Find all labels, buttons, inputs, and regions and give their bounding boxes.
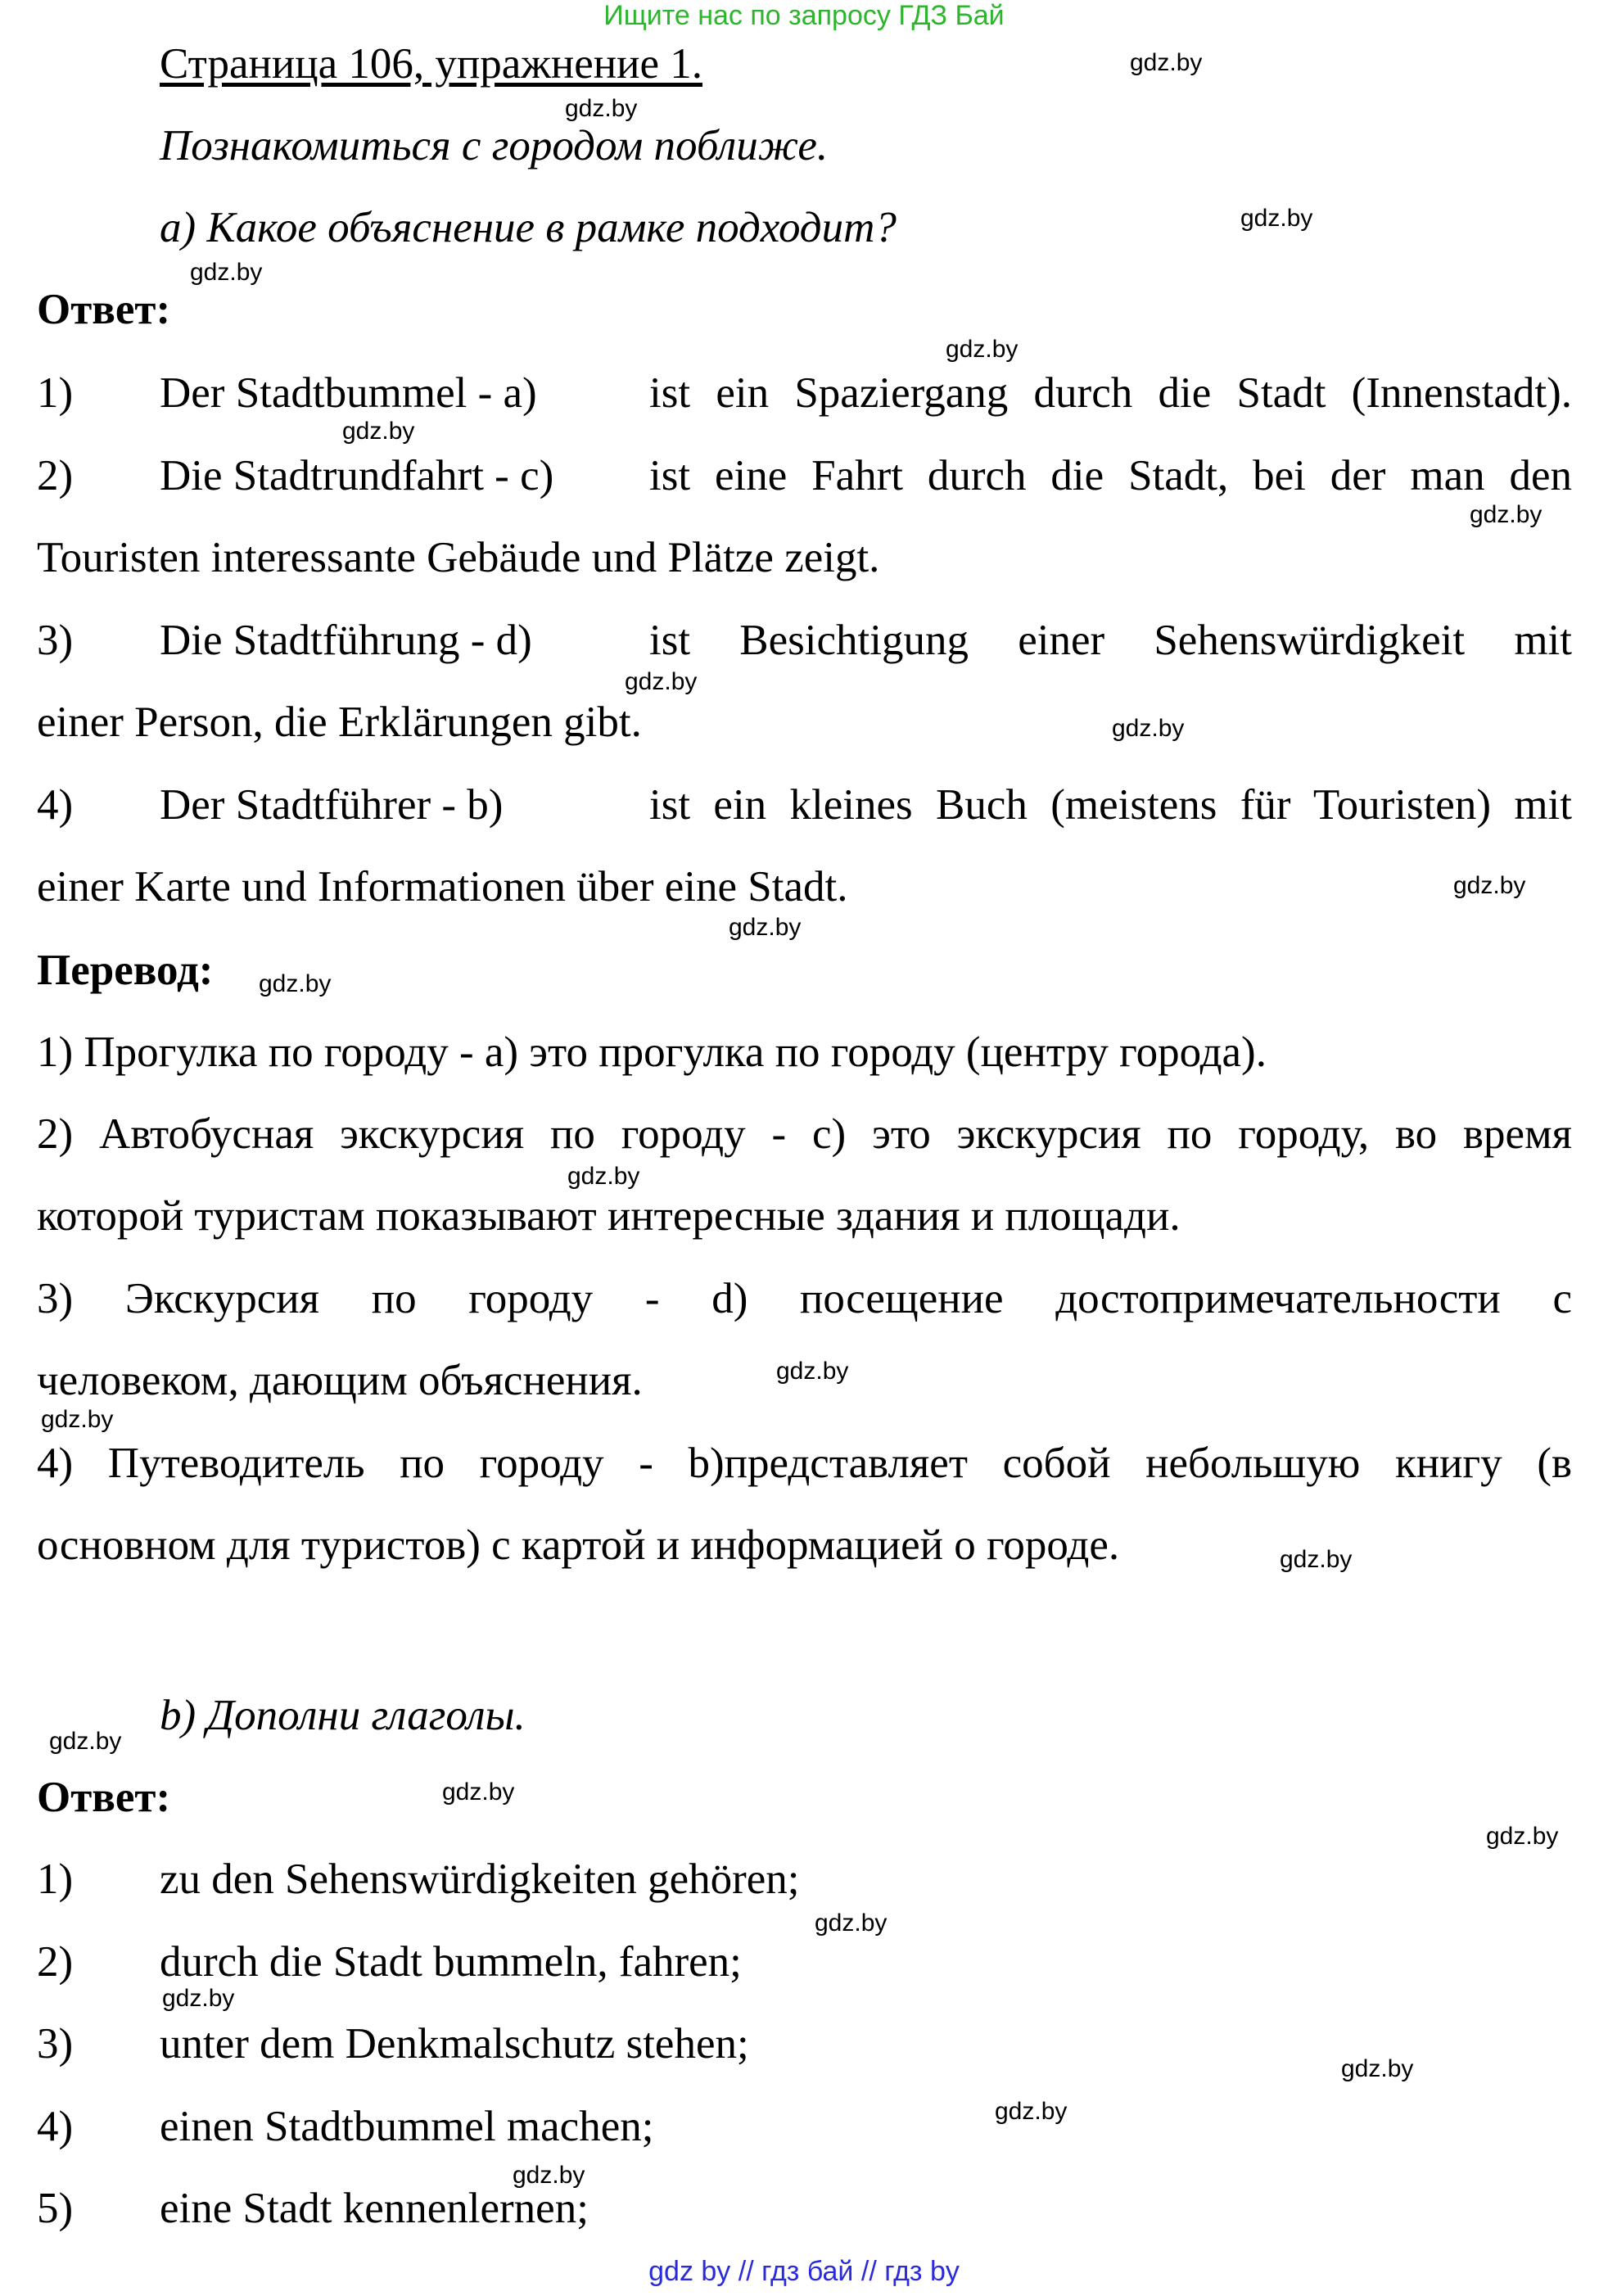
task-b-title: b) Дополни глаголы. xyxy=(160,1692,526,1739)
exercise-subtitle: Познакомиться с городом поближе. xyxy=(160,122,829,169)
answer-label-a: Ответ: xyxy=(37,286,171,333)
watermark: gdz.by xyxy=(1486,1823,1559,1850)
watermark: gdz.by xyxy=(162,1985,235,2012)
watermark: gdz.by xyxy=(190,259,263,286)
answer-b-1-number: 1) xyxy=(37,1855,74,1903)
watermark: gdz.by xyxy=(513,2162,585,2189)
watermark: gdz.by xyxy=(776,1358,849,1385)
footer-links: gdz by // гдз бай // гдз by xyxy=(648,2256,960,2287)
search-banner: Ищите нас по запросу ГДЗ Бай xyxy=(603,0,1005,31)
answer-a-3-continuation: einer Person, die Erklärungen gibt. xyxy=(37,698,642,746)
watermark: gdz.by xyxy=(729,914,802,941)
answer-b-5-text: eine Stadt kennenlernen; xyxy=(160,2185,589,2232)
translation-3-line2: человеком, дающим объяснения. xyxy=(37,1357,643,1404)
translation-4-line1: 4) Путеводитель по городу - b)представляет собой небольшую книгу (в xyxy=(37,1440,1572,1487)
answer-b-3-number: 3) xyxy=(37,2020,74,2068)
answer-b-4-number: 4) xyxy=(37,2103,74,2150)
watermark: gdz.by xyxy=(41,1406,114,1433)
translation-2-line1: 2) Автобусная экскурсия по городу - с) это экскурсия по городу, во время xyxy=(37,1110,1572,1158)
answer-b-5-number: 5) xyxy=(37,2185,74,2232)
answer-a-4-number: 4) xyxy=(37,781,74,829)
watermark: gdz.by xyxy=(1341,2055,1414,2082)
watermark: gdz.by xyxy=(1453,872,1526,899)
page-title: Страница 106, упражнение 1. xyxy=(160,40,702,88)
answer-b-2-number: 2) xyxy=(37,1938,74,1986)
watermark: gdz.by xyxy=(49,1728,122,1755)
watermark: gdz.by xyxy=(567,1163,640,1190)
watermark: gdz.by xyxy=(1112,715,1185,742)
translation-label: Перевод: xyxy=(37,947,214,994)
watermark: gdz.by xyxy=(1280,1546,1353,1573)
watermark: gdz.by xyxy=(1240,205,1313,232)
answer-b-3-text: unter dem Denkmalschutz stehen; xyxy=(160,2020,749,2068)
answer-b-2-text: durch die Stadt bummeln, fahren; xyxy=(160,1938,742,1986)
answer-a-3-definition: ist Besichtigung einer Sehenswürdigkeit mit xyxy=(649,617,1572,664)
answer-b-4-text: einen Stadtbummel machen; xyxy=(160,2103,654,2150)
answer-b-1-text: zu den Sehenswürdigkeiten gehören; xyxy=(160,1855,800,1903)
watermark: gdz.by xyxy=(815,1910,888,1937)
watermark: gdz.by xyxy=(342,418,415,445)
watermark: gdz.by xyxy=(1130,49,1203,76)
watermark: gdz.by xyxy=(259,970,332,997)
answer-a-4-term: Der Stadtführer - b) xyxy=(160,781,504,829)
watermark: gdz.by xyxy=(995,2098,1068,2125)
watermark: gdz.by xyxy=(565,95,638,122)
answer-a-1-number: 1) xyxy=(37,369,74,417)
answer-a-2-continuation: Touristen interessante Gebäude und Plätze zeigt. xyxy=(37,534,880,581)
answer-a-2-definition: ist eine Fahrt durch die Stadt, bei der man den xyxy=(649,452,1572,499)
watermark: gdz.by xyxy=(946,336,1019,363)
task-a-title: а) Какое объяснение в рамке подходит? xyxy=(160,204,897,251)
translation-1: 1) Прогулка по городу - a) это прогулка по городу (центру города). xyxy=(37,1028,1267,1076)
answer-label-b: Ответ: xyxy=(37,1774,171,1821)
answer-a-1-definition: ist ein Spaziergang durch die Stadt (Innenstadt). xyxy=(649,369,1572,417)
translation-2-line2: которой туристам показывают интересные здания и площади. xyxy=(37,1192,1181,1240)
answer-a-1-term: Der Stadtbummel - a) xyxy=(160,369,537,417)
answer-a-4-continuation: einer Karte und Informationen über eine Stadt. xyxy=(37,863,848,911)
translation-3-line1: 3) Экскурсия по городу - d) посещение достопримечательности с xyxy=(37,1275,1572,1322)
answer-a-4-definition: ist ein kleines Buch (meistens für Touristen) mit xyxy=(649,781,1572,829)
answer-a-2-number: 2) xyxy=(37,452,74,499)
translation-4-line2: основном для туристов) с картой и информацией о городе. xyxy=(37,1521,1120,1569)
watermark: gdz.by xyxy=(442,1778,515,1806)
watermark: gdz.by xyxy=(1470,501,1543,528)
answer-a-2-term: Die Stadtrundfahrt - c) xyxy=(160,452,554,499)
answer-a-3-term: Die Stadtführung - d) xyxy=(160,617,532,664)
answer-a-3-number: 3) xyxy=(37,617,74,664)
watermark: gdz.by xyxy=(625,668,698,695)
